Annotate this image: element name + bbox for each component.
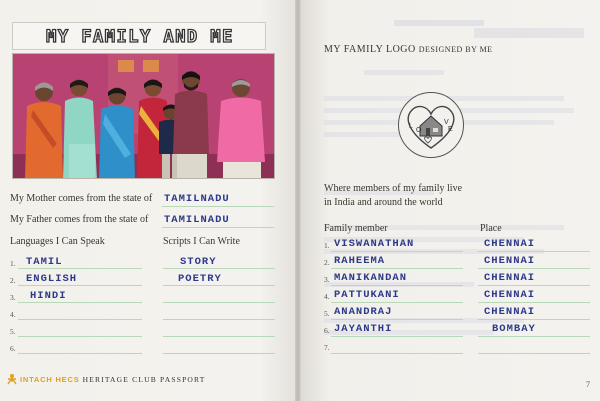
member-name[interactable]: RAHEEMA: [334, 255, 386, 267]
script-line: [163, 353, 275, 354]
script-line: [163, 302, 275, 303]
row-number: 2.: [10, 276, 16, 285]
language-line: [18, 353, 142, 354]
language-entry[interactable]: ENGLISH: [26, 273, 78, 285]
row-number: 5.: [10, 327, 16, 336]
footer-brand: INTACH HECS: [20, 375, 80, 384]
row-number: 2.: [324, 258, 330, 267]
row-number: 6.: [324, 326, 330, 335]
row-number: 4.: [10, 310, 16, 319]
member-name[interactable]: JAYANTHI: [334, 323, 393, 335]
language-line: [18, 319, 142, 320]
title-frame: [12, 22, 266, 50]
place-line: [478, 319, 590, 320]
script-line: [163, 285, 275, 286]
scripts-header: Scripts I Can Write: [163, 236, 240, 247]
logo-letter: L: [409, 123, 413, 130]
member-line: [331, 336, 463, 337]
place-line: [478, 336, 590, 337]
member-place[interactable]: CHENNAI: [484, 306, 536, 318]
logo-letter: O: [416, 127, 422, 134]
script-entry[interactable]: STORY: [180, 256, 217, 268]
member-name[interactable]: ANANDRAJ: [334, 306, 393, 318]
logo-title-main: MY FAMILY LOGO: [324, 44, 416, 55]
member-place[interactable]: BOMBAY: [492, 323, 536, 335]
member-name[interactable]: VISWANATHAN: [334, 238, 415, 250]
mother-state-label: My Mother comes from the state of: [10, 193, 153, 204]
father-state-value[interactable]: TAMILNADU: [164, 214, 230, 226]
logo-letter: V: [444, 119, 449, 126]
intach-logo-icon: [6, 373, 18, 385]
script-line: [163, 336, 275, 337]
script-line: [163, 268, 275, 269]
place-line: [478, 251, 590, 252]
member-line: [331, 319, 463, 320]
languages-header: Languages I Can Speak: [10, 236, 105, 247]
footer-title: HERITAGE CLUB PASSPORT: [82, 375, 206, 384]
member-place[interactable]: CHENNAI: [484, 255, 536, 267]
member-line: [331, 251, 463, 252]
family-logo: [398, 92, 464, 158]
row-number: 3.: [324, 275, 330, 284]
father-state-label: My Father comes from the state of: [10, 214, 149, 225]
family-photo: [12, 53, 275, 179]
row-number: 6.: [10, 344, 16, 353]
row-number: 7.: [324, 343, 330, 352]
member-name[interactable]: PATTUKANI: [334, 289, 400, 301]
row-number: 3.: [10, 293, 16, 302]
member-column-header: Family member: [324, 223, 388, 234]
mother-state-value[interactable]: TAMILNADU: [164, 193, 230, 205]
member-line: [331, 285, 463, 286]
member-line: [331, 302, 463, 303]
language-entry[interactable]: TAMIL: [26, 256, 63, 268]
place-line: [478, 285, 590, 286]
logo-title: [324, 44, 493, 55]
language-line: [18, 336, 142, 337]
member-line: [331, 268, 463, 269]
member-place[interactable]: CHENNAI: [484, 238, 536, 250]
row-number: 4.: [324, 292, 330, 301]
language-line: [18, 302, 142, 303]
script-entry[interactable]: POETRY: [178, 273, 222, 285]
language-entry[interactable]: HINDI: [30, 290, 67, 302]
book-gutter: [295, 0, 301, 401]
logo-letter: E: [448, 126, 453, 133]
place-line: [478, 353, 590, 354]
father-state-line: [162, 227, 274, 228]
member-name[interactable]: MANIKANDAN: [334, 272, 408, 284]
place-column-header: Place: [480, 223, 502, 234]
footer-text: [20, 375, 206, 384]
members-intro-line2: in India and around the world: [324, 197, 443, 208]
member-line: [331, 353, 463, 354]
language-line: [18, 285, 142, 286]
row-number: 1.: [324, 241, 330, 250]
place-line: [478, 302, 590, 303]
member-place[interactable]: CHENNAI: [484, 272, 536, 284]
row-number: 5.: [324, 309, 330, 318]
page-title: MY FAMILY AND ME: [46, 27, 234, 47]
place-line: [478, 268, 590, 269]
page-number: 7: [586, 380, 590, 389]
language-line: [18, 268, 142, 269]
logo-subtitle: DESIGNED BY ME: [418, 45, 493, 54]
family-photo-illustration: [13, 54, 275, 179]
members-intro-line1: Where members of my family live: [324, 183, 463, 194]
family-logo-drawing: [398, 92, 464, 158]
mother-state-line: [162, 206, 274, 207]
row-number: 1.: [10, 259, 16, 268]
member-place[interactable]: CHENNAI: [484, 289, 536, 301]
script-line: [163, 319, 275, 320]
